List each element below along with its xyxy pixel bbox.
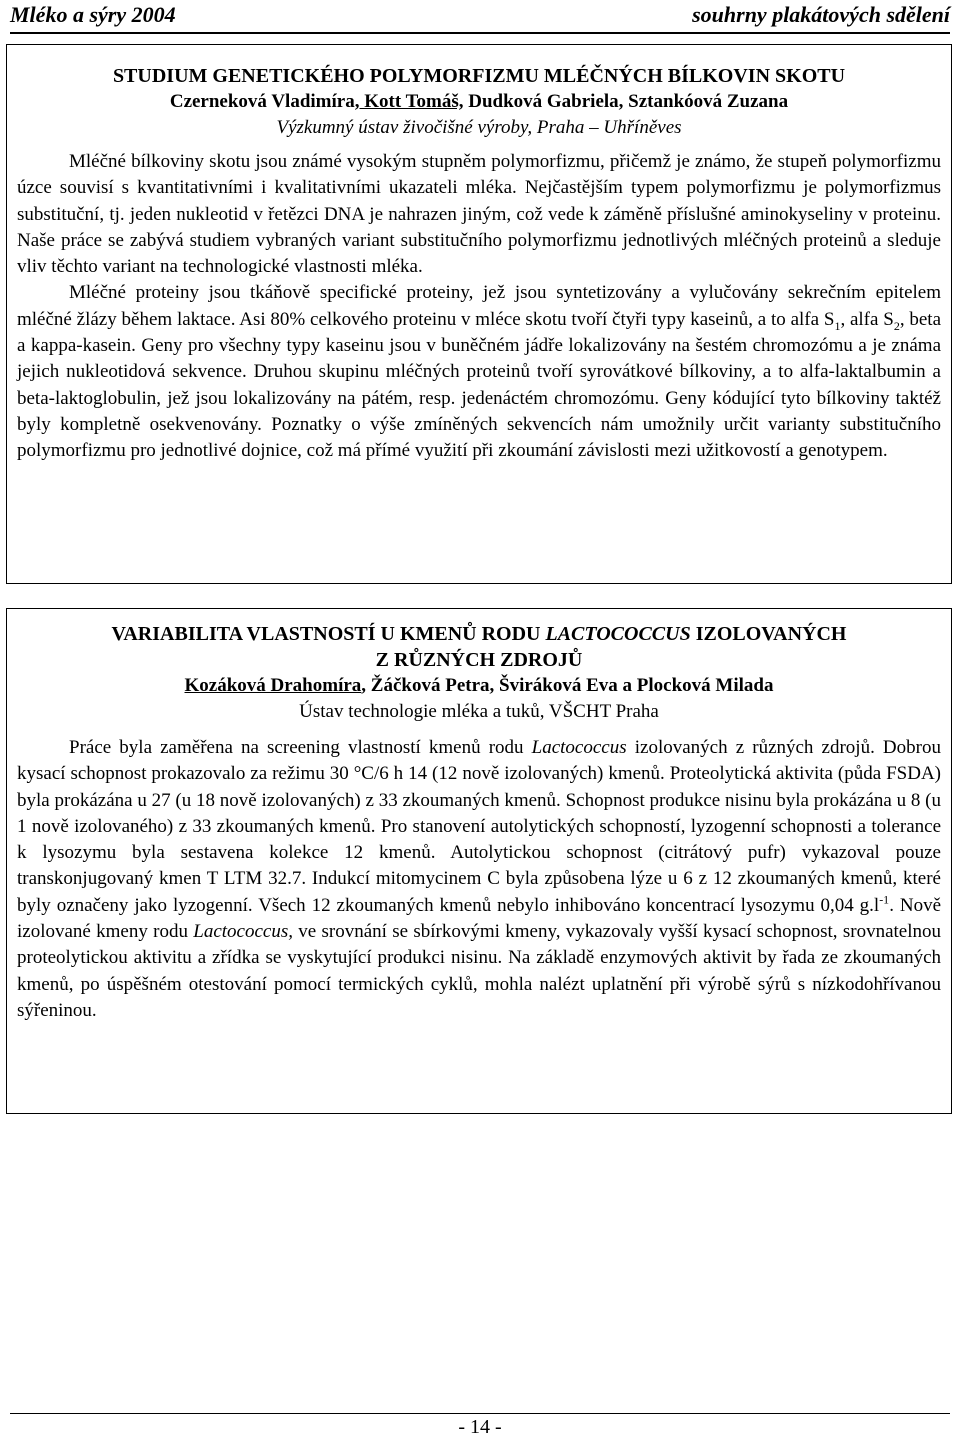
text-run: Práce byla zaměřena na screening vlastností kmenů rodu [69, 737, 532, 758]
author-text: Czerneková Vladimíra, [169, 91, 360, 112]
subscript: 1 [834, 318, 841, 333]
presenting-author: Kott Tomáš, [359, 91, 464, 112]
italic-text: Lactococcus [531, 737, 627, 758]
article-1-title: STUDIUM GENETICKÉHO POLYMORFIZMU MLÉČNÝCH BÍLKOVIN SKOTU [112, 65, 846, 87]
paragraph [17, 280, 941, 464]
journal-title: Mléko a sýry 2004 [10, 2, 176, 27]
paragraph: Mléčné bílkoviny skotu jsou známé vysokým stupněm polymorfizmu, přičemž je známo, že stupeň polymorfizmu úzce souvisí s kvantitativními i kvalitativními ukazateli mléka. Nejčastějším typem polymorfizmu je polymorfizmus substituční, tj. jeden nukleotid v řetězci DNA je nahrazen jiným, což vede k záměně příslušné aminokyseliny v proteinu. Naše práce se zabývá studiem vybraných variant substitučního polymorfizmu jednotlivých mléčných proteinů a sleduje vliv těchto variant na technologické vlastnosti mléka. [17, 151, 941, 278]
author-text: , Žáčková Petra, Šviráková Eva a Plocková Milada [361, 675, 774, 696]
abstract-box-1 [6, 44, 952, 584]
page-number: - 14 - [458, 1416, 502, 1438]
running-header [10, 0, 950, 34]
italic-text: Lactococcus, [193, 921, 294, 943]
text-run: , alfa S [840, 308, 894, 330]
text-run: . Nově izolované kmeny rodu [17, 894, 942, 943]
article-2-title-line2: Z RŮZNÝCH ZDROJŮ [375, 649, 583, 671]
title-text: IZOLOVANÝCH [690, 623, 847, 645]
title-text: VARIABILITA VLASTNOSTÍ U KMENŮ RODU [111, 623, 546, 645]
subscript: 2 [893, 318, 900, 333]
text-run: izolovaných z různých zdrojů. Dobrou kysací schopnost prokazovalo za režimu 30 °C/6 h 14 (12 nově izolovaných) kmenů. Proteolytická aktivita (půda FSDA) byla prokázána u 27 (u 18 nově izolovaných) z 33 zkoumaných kmenů. Schopnost produkce nisinu byla prokázána u 8 (u 1 nově izolovaného) z 33 zkoumaných kmenů. Pro stanovení autolytických schopností, lyzogenní schopnosti a tolerance k lysozymu byla sestavena kolekce 12 kmenů. Autolytickou schopnost (citrátový pufr) vykazoval pouze transkonjugovaný kmen T LTM 32.7. Indukcí mitomycinem C byla způsobena lýze u 6 z 12 zkoumaných kmenů, které byly označeny jako lyzogenní. Všech 12 zkoumaných kmenů nebylo inhibováno koncentrací lysozymu 0,04 g.l [17, 737, 941, 916]
footer-rule [10, 1413, 950, 1414]
paragraph [17, 735, 941, 1024]
article-2-title [17, 621, 941, 647]
text-run: , beta a kappa-kasein. Geny pro všechny typy kaseinu jsou v buněčném jádře lokalizovány na šestém chromozómu a je známa jejich nukleotidová sekvence. Druhou skupinu mléčných proteinů tvoří syrovátkové bílkoviny, a to alfa-laktalbumin a beta-laktoglobulin, jež jsou lokalizovány na pátém, resp. jedenáctém chromozómu. Geny kódující tyto bílkoviny taktéž byly kompletně osekvenovány. Poznatky o výše zmíněných sekvencích nám umožnily určit varianty substitučního polymorfizmu pro jednotlivé dojnice, což má přímé využití při zkoumání závislosti mezi užitkovostí a genotypem. [17, 308, 941, 462]
presenting-author: Kozáková Drahomíra [184, 675, 362, 696]
genus-name: LACTOCOCCUS [545, 623, 691, 645]
article-2-authors [17, 673, 941, 699]
text-run: Mléčné proteiny jsou tkáňově specifické proteiny, jež jsou syntetizovány a vylučovány sekrečním epitelem mléčné žlázy během laktace. Asi 80% celkového proteinu v mléce skotu tvoří čtyři typy kaseinů, a to alfa S [17, 282, 941, 330]
article-1-body [17, 149, 941, 465]
article-2-institution: Ústav technologie mléka a tuků, VŠCHT Praha [299, 701, 659, 722]
author-text: Dudková Gabriela, Sztankóová Zuzana [463, 91, 789, 112]
abstract-box-2 [6, 608, 952, 1114]
article-1-authors [17, 89, 941, 115]
text-run: ve srovnání se sbírkovými kmeny, vykazovaly vyšší kysací schopnost, srovnatelnou proteolytickou aktivitu a zřídka se vyskytující produkci nisinu. Na základě enzymových aktivit by řada ze zkoumaných kmenů, po úspěšném otestování pomocí termických cyklů, mohla nalézt uplatnění při výrobě sýrů s nízkodohřívanou sýřeninou. [17, 921, 941, 1021]
section-title: souhrny plakátových sdělení [692, 2, 950, 27]
article-2-body [17, 735, 941, 1024]
article-1-institution: Výzkumný ústav živočišné výroby, Praha – Uhříněves [276, 117, 682, 138]
superscript: -1 [879, 892, 890, 907]
